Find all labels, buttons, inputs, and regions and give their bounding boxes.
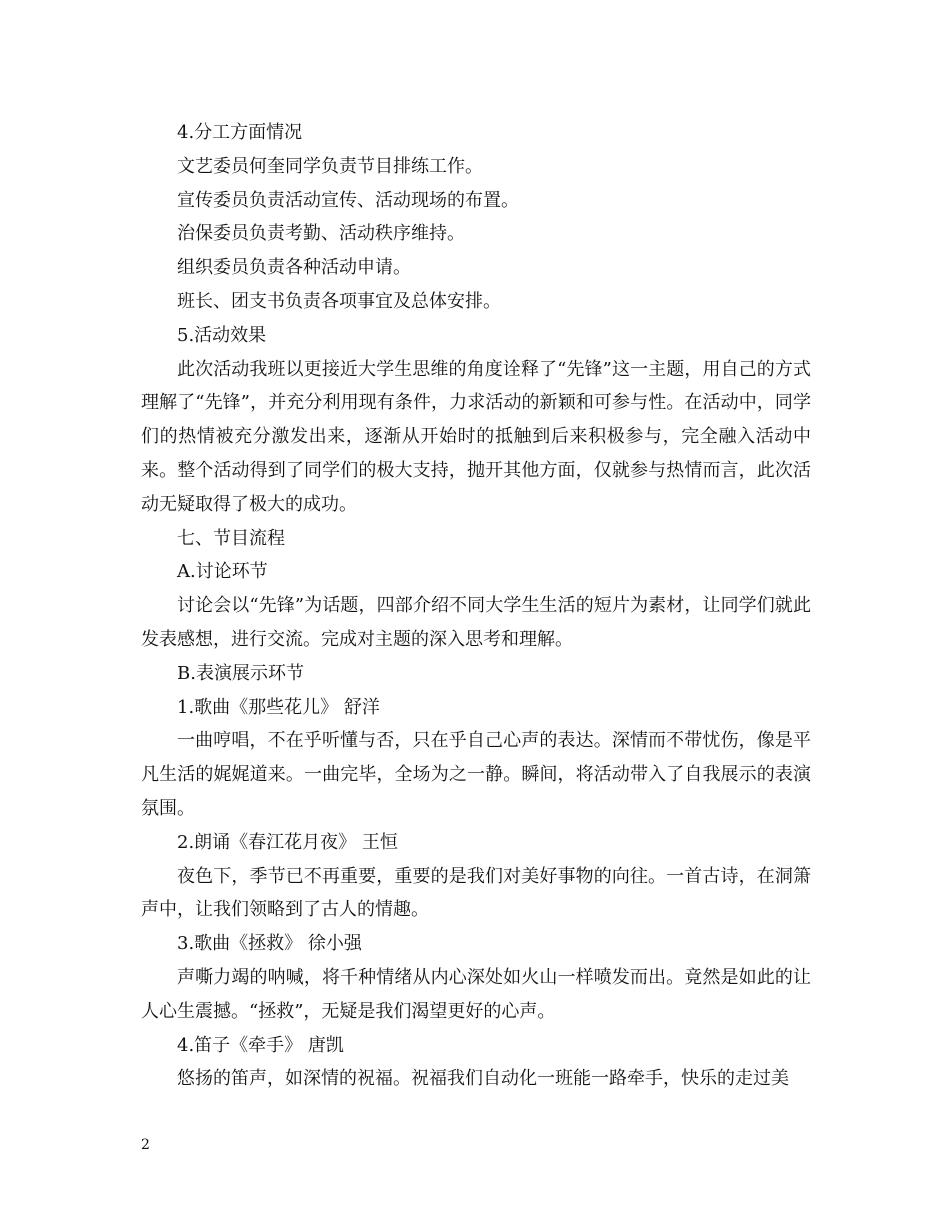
- paragraph-class-leaders: 班长、团支书负责各项事宜及总体安排。: [177, 290, 501, 312]
- section-heading-program-flow: 七、节目流程: [177, 527, 285, 549]
- program-item-4-description: 悠扬的笛声，如深情的祝福。祝福我们自动化一班能一路牵手，快乐的走过美: [177, 1068, 789, 1090]
- program-item-1-title: 1.歌曲《那些花儿》 舒洋: [177, 696, 380, 718]
- program-item-3-title: 3.歌曲《拯救》 徐小强: [177, 933, 362, 955]
- program-item-3-description: 声嘶力竭的呐喊，将千种情绪从内心深处如火山一样喷发而出。竟然是如此的让人心生震撼。“拯救”，无疑是我们渴望更好的心声。: [141, 966, 811, 1022]
- paragraph-publicity-committee: 宣传委员负责活动宣传、活动现场的布置。: [177, 189, 519, 211]
- section-heading-division-of-labor: 4.分工方面情况: [177, 122, 303, 143]
- program-item-2-description: 夜色下，季节已不再重要，重要的是我们对美好事物的向往。一首古诗，在洞箫声中，让我们领略到了古人的情趣。: [141, 865, 811, 921]
- program-item-1-description: 一曲哼唱，不在乎听懂与否，只在乎自己心声的表达。深情而不带忧伤，像是平凡生活的娓娓道来。一曲完毕，全场为之一静。瞬间，将活动带入了自我展示的表演氛围。: [141, 730, 811, 819]
- section-heading-activity-effect: 5.活动效果: [177, 324, 267, 346]
- page-number: 2: [141, 1137, 150, 1153]
- document-body: [141, 116, 811, 1096]
- paragraph-discussion: 讨论会以“先锋”为话题，四部介绍不同大学生生活的短片为素材，让同学们就此发表感想，进行交流。完成对主题的深入思考和理解。: [141, 595, 811, 650]
- subheading-discussion: A.讨论环节: [177, 561, 268, 583]
- program-item-2-title: 2.朗诵《春江花月夜》 王恒: [177, 831, 398, 853]
- paragraph-organization-committee: 组织委员负责各种活动申请。: [177, 257, 411, 279]
- subheading-performance: B.表演展示环节: [177, 662, 304, 684]
- paragraph-arts-committee: 文艺委员何奎同学负责节目排练工作。: [177, 155, 483, 177]
- paragraph-security-committee: 治保委员负责考勤、活动秩序维持。: [177, 223, 465, 245]
- paragraph-activity-effect: 此次活动我班以更接近大学生思维的角度诠释了“先锋”这一主题，用自己的方式理解了“先锋”，并充分利用现有条件，力求活动的新颖和可参与性。在活动中，同学们的热情被充分激发出来，逐渐从开始时的抵触到后来积极参与，完全融入活动中来。整个活动得到了同学们的极大支持，抛开其他方面，仅就参与热情而言，此次活动无疑取得了极大的成功。: [141, 358, 811, 515]
- program-item-4-title: 4.笛子《牵手》 唐凯: [177, 1034, 344, 1056]
